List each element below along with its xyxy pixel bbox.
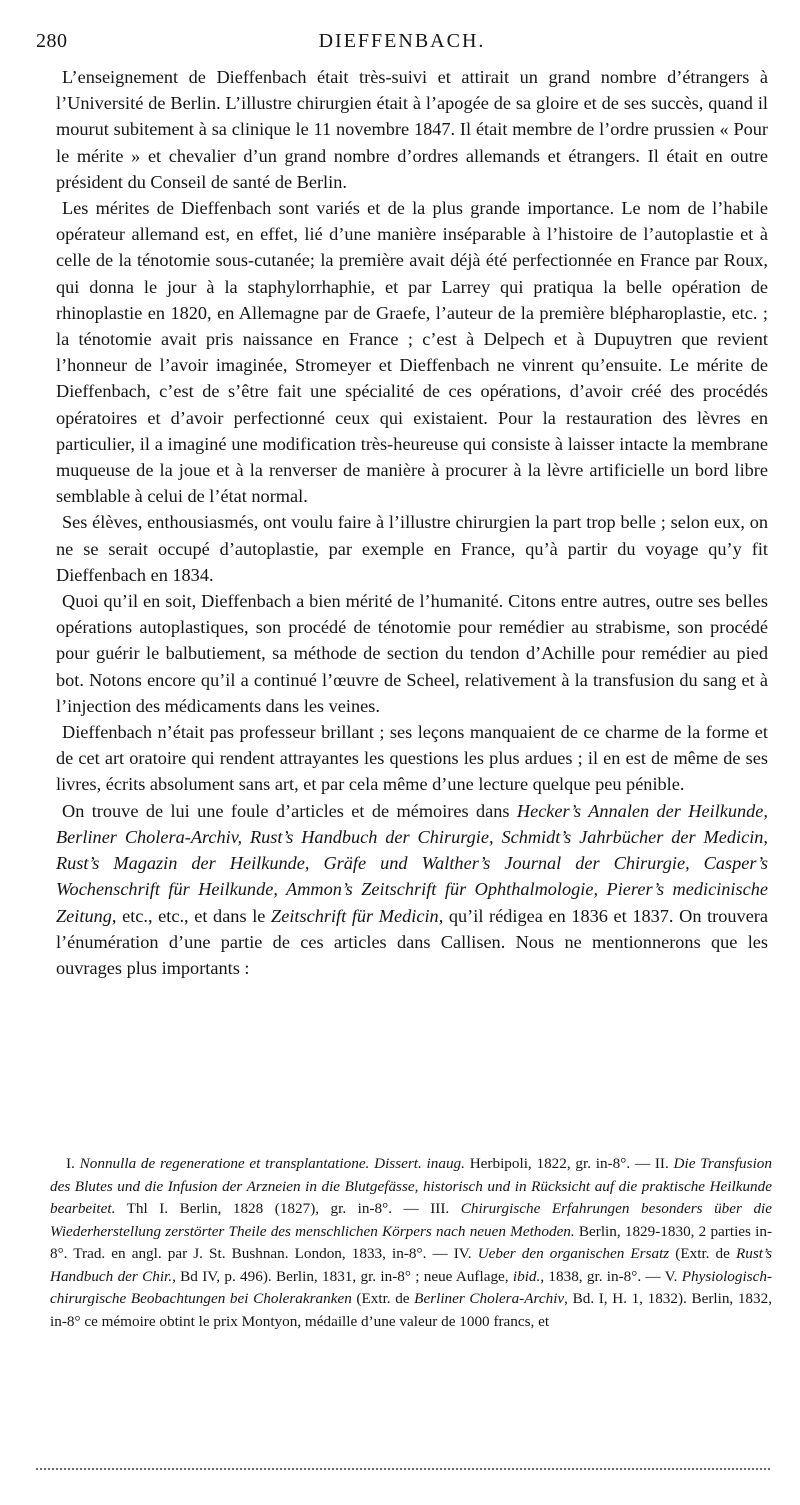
text-run: Thl I. Berlin, 1828 (1827), gr. in-8°. — III. xyxy=(115,1200,461,1217)
bottom-dotted-rule xyxy=(36,1468,770,1470)
text-run: , qu’il rédigea en 1836 et 1837. On trouvera l’énumération d’une partie de ces articles dans Callisen. Nous ne mentionnerons que les ouvrages plus importants : xyxy=(56,905,769,978)
italic-title: Rust’s Handbuch der Chir. xyxy=(50,1245,772,1285)
text-run: Berlin, 1829-1830, 2 parties in-8°. Trad. en angl. par J. St. Bushnan. London, 1833, in-8°. — IV. xyxy=(50,1222,773,1262)
text-run: Dieffenbach n’était pas professeur brillant ; ses leçons manquaient de ce charme de la forme et de cet art oratoire qui rendent attrayantes les questions les plus ardues ; il en est de même de ses livres, écrits absolument sans art, et par cela même d’une lecture quelque peu pénible. xyxy=(56,722,768,795)
paragraph xyxy=(56,195,768,509)
text-run: , Bd IV, p. 496). Berlin, 1831, gr. in-8° ; neue Auflage, xyxy=(172,1267,513,1285)
text-run: , 1838, gr. in-8°. — V. xyxy=(540,1267,682,1285)
text-run: , etc., etc., et dans le xyxy=(111,905,272,926)
text-run: , Bd. I, H. 1, 1832). Berlin, 1832, in-8° ce mémoire obtint le prix Montyon, médaille d’une valeur de 1000 francs, et xyxy=(50,1290,773,1330)
bibliography-list xyxy=(50,1153,772,1333)
text-run: L’enseignement de Dieffenbach était très-suivi et attirait un grand nombre d’étrangers à l’Université de Berlin. L’illustre chirurgien était à l’apogée de sa gloire et de ses succès, quand il mourut subitement à sa clinique le 11 novembre 1847. Il était membre de l’ordre prussien « Pour le mérite » et chevalier d’un grand nombre d’ordres allemands et étrangers. Il était en outre président du Conseil de santé de Berlin. xyxy=(56,67,768,192)
italic-title: Berliner Cholera-Archiv xyxy=(414,1290,565,1307)
paragraph xyxy=(56,798,768,981)
text-run: Herbipoli, 1822, gr. in-8°. — II. xyxy=(464,1155,674,1172)
italic-title: Nonnulla de regeneratione et transplantatione. Dissert. inaug. xyxy=(79,1155,465,1172)
paragraph xyxy=(56,719,768,798)
text-run: (Extr. de xyxy=(669,1245,736,1262)
text-run: (Extr. de xyxy=(351,1290,415,1307)
page-number: 280 xyxy=(36,30,68,52)
italic-title: Chirurgische Erfahrungen besonders über die Wiederherstellung zerstörter Theile des menschlichen Körpers nach neuen Methoden. xyxy=(50,1200,772,1240)
italic-title: ibid. xyxy=(512,1267,541,1285)
body-text xyxy=(56,64,768,981)
paragraph xyxy=(56,509,768,588)
italic-title: Hecker’s Annalen der Heilkunde, Berliner Cholera-Archiv, Rust’s Handbuch der Chirurgie, Schmidt’s Jahrbücher der Medicin, Rust’s Magazin der Heilkunde, Gräfe und Walther’s Journal der Chirurgie, Casper’s Wochenschrift für Heilkunde, Ammon’s Zeitschrift für Ophthalmologie, Pierer’s medicinische Zeitung xyxy=(56,800,768,926)
italic-title: Physiologisch-chirurgische Beobachtungen bei Cholerakranken xyxy=(50,1267,773,1307)
italic-title: Die Transfusion des Blutes und die Infusion der Arzneien in die Blutgefässe, historisch und in Rücksicht auf die praktische Heilkunde bearbeitet. xyxy=(50,1155,772,1217)
page-header xyxy=(36,30,768,60)
bibliography-notes xyxy=(50,1153,772,1333)
text-run: Quoi qu’il en soit, Dieffenbach a bien mérité de l’humanité. Citons entre autres, outre ses belles opérations autoplastiques, son procédé de ténotomie pour remédier au strabisme, son procédé pour guérir le balbutiement, sa méthode de section du tendon d’Achille pour remédier au pied bot. Notons encore qu’il a continué l’œuvre de Scheel, relativement à la transfusion du sang et à l’injection des médicaments dans les veines. xyxy=(56,591,768,716)
italic-title: Ueber den organischen Ersatz xyxy=(477,1245,670,1262)
running-title: DIEFFENBACH. xyxy=(318,30,486,52)
text-run: On trouve de lui une foule d’articles et de mémoires dans xyxy=(62,800,517,821)
italic-title: Zeitschrift für Medicin xyxy=(271,905,439,926)
paragraph xyxy=(56,588,768,719)
text-run: I. xyxy=(66,1155,80,1172)
text-run: Les mérites de Dieffenbach sont variés et de la plus grande importance. Le nom de l’habile opérateur allemand est, en effet, lié d’une manière inséparable à l’histoire de l’autoplastie et à celle de la ténotomie sous-cutanée; la première avait déjà été perfectionnée en France par Roux, qui donna le jour à la staphylorrhaphie, et par Larrey qui pratiqua la belle opération de rhinoplastie en 1820, en Allemagne par de Graefe, l’auteur de la première blépharoplastie, etc. ; la ténotomie avait pris naissance en France ; c’est à Delpech et à Dupuytren que revient l’honneur de l’avoir imaginée, Stromeyer et Dieffenbach ne vinrent qu’ensuite. Le mérite de Dieffenbach, c’est de s’être fait une spécialité de ces opérations, d’avoir créé des procédés opératoires et d’avoir perfectionné ceux qui existaient. Pour la restauration des lèvres en particulier, il a imaginé une modification très-heureuse qui consiste à laisser intacte la membrane muqueuse de la joue et à la renverser de manière à procurer à la lèvre artificielle un bord libre semblable à celui de l’état normal. xyxy=(56,198,768,507)
paragraph xyxy=(56,64,768,195)
text-run: Ses élèves, enthousiasmés, ont voulu faire à l’illustre chirurgien la part trop belle ; selon eux, on ne se serait occupé d’autoplastie, par exemple en France, qu’à partir du voyage qu’y fit Dieffenbach en 1834. xyxy=(56,512,768,585)
